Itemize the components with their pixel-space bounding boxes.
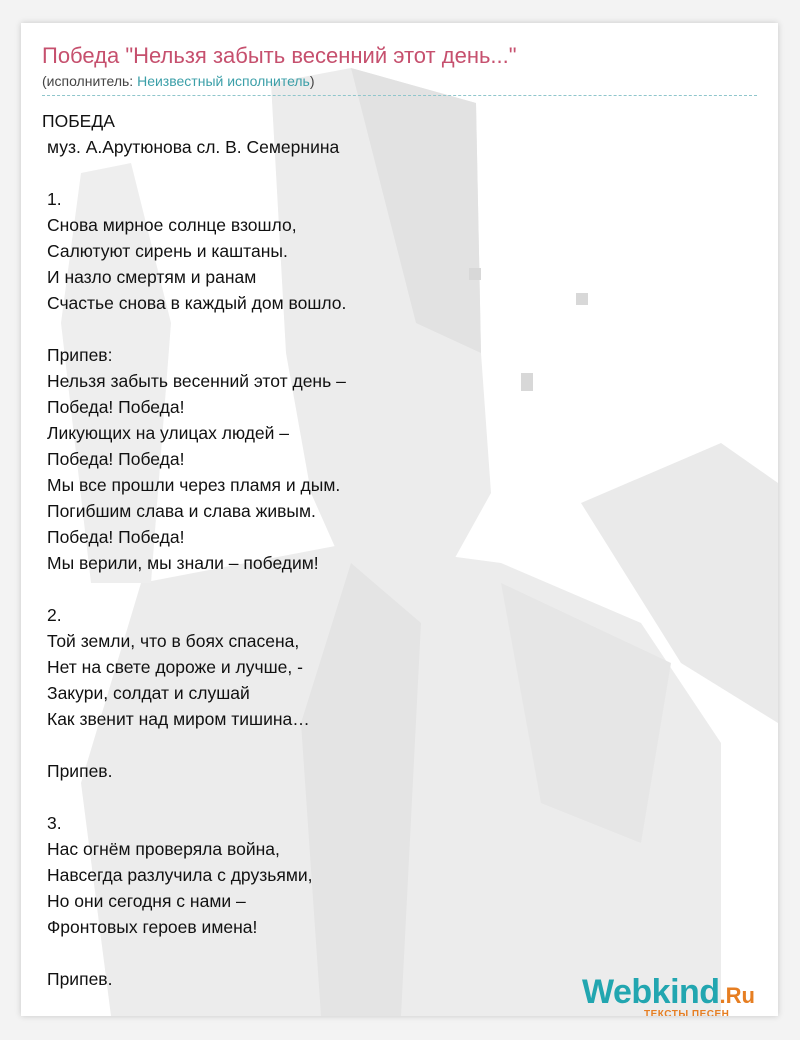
lyrics-line: Припев.: [47, 969, 113, 989]
logo-domain: .Ru: [719, 983, 755, 1008]
dashed-divider: [42, 95, 757, 96]
lyrics-line: [42, 160, 742, 186]
lyrics-line: Салютуют сирень и каштаны.: [47, 241, 288, 261]
lyrics-line: Мы все прошли через пламя и дым.: [47, 475, 341, 495]
lyrics-line: Припев:: [47, 345, 113, 365]
webkind-logo[interactable]: [582, 973, 755, 1016]
lyrics-line: Припев.: [47, 761, 113, 781]
lyrics-line: [42, 732, 742, 758]
lyrics-line: Нельзя забыть весенний этот день –: [47, 371, 346, 391]
lyrics-line: [42, 940, 742, 966]
lyrics-line: 3.: [47, 813, 62, 833]
artist-prefix: (исполнитель:: [42, 73, 138, 89]
lyrics-line: Навсегда разлучила с друзьями,: [47, 865, 313, 885]
lyrics-line: Но они сегодня с нами –: [47, 891, 246, 911]
lyrics-line: Той земли, что в боях спасена,: [47, 631, 300, 651]
lyrics-line: Фронтовых героев имена!: [47, 917, 258, 937]
lyrics-line: [42, 576, 742, 602]
lyrics-line: [42, 784, 742, 810]
lyrics-line: Нас огнём проверяла война,: [47, 839, 280, 859]
lyrics-line: Победа! Победа!: [47, 527, 185, 547]
logo-tagline: ТЕКСТЫ ПЕСЕН: [644, 1009, 730, 1016]
page-title: Победа "Нельзя забыть весенний этот день...": [42, 43, 517, 68]
lyrics-line: ПОБЕДА: [42, 111, 115, 131]
lyrics-line: Мы верили, мы знали – победим!: [47, 553, 319, 573]
lyrics-line: Как звенит над миром тишина…: [47, 709, 310, 729]
lyrics-line: муз. А.Арутюнова сл. В. Семернина: [47, 137, 340, 157]
artist-suffix: ): [309, 73, 315, 89]
lyrics-line: [42, 316, 742, 342]
lyrics-line: Победа! Победа!: [47, 397, 185, 417]
logo-wordmark: Webkind: [582, 973, 720, 1011]
lyrics-line: 1.: [47, 189, 62, 209]
artist-line: [42, 73, 315, 89]
lyrics-line: И назло смертям и ранам: [47, 267, 257, 287]
lyrics-line: Нет на свете дороже и лучше, -: [47, 657, 303, 677]
lyrics-line: Погибшим слава и слава живым.: [47, 501, 316, 521]
lyrics-line: Ликующих на улицах людей –: [47, 423, 290, 443]
lyrics-line: Победа! Победа!: [47, 449, 185, 469]
lyrics-line: Снова мирное солнце взошло,: [47, 215, 297, 235]
lyrics-text: [42, 108, 742, 992]
lyrics-card: [21, 23, 778, 1016]
lyrics-line: Счастье снова в каждый дом вошло.: [47, 293, 347, 313]
artist-link[interactable]: Неизвестный исполнитель: [137, 73, 310, 89]
lyrics-line: Закури, солдат и слушай: [47, 683, 250, 703]
lyrics-line: 2.: [47, 605, 62, 625]
